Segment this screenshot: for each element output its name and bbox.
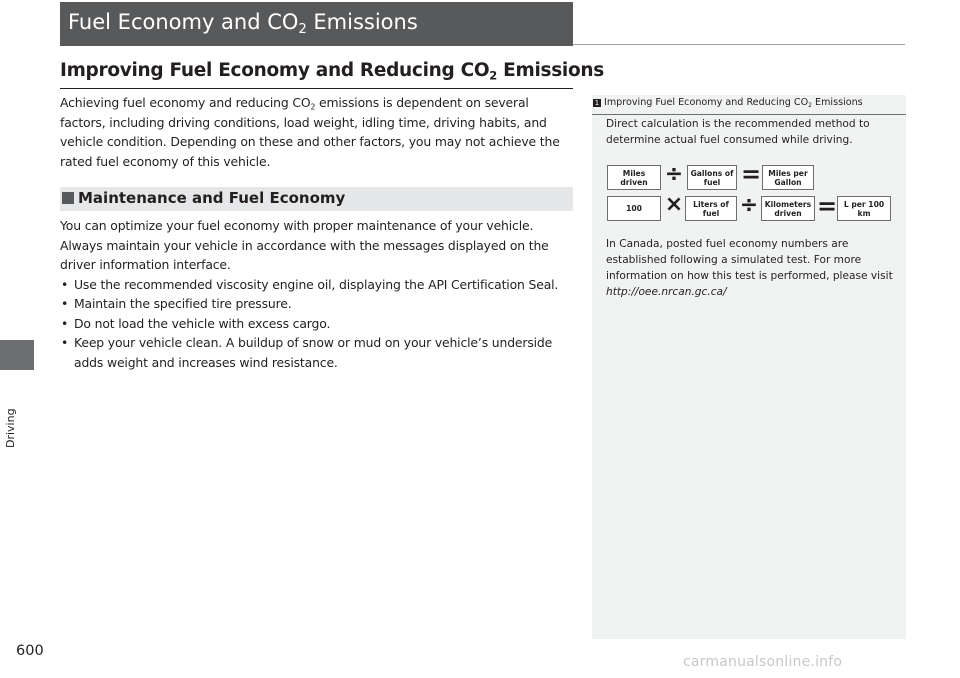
multiply-icon: × [664, 192, 684, 217]
subsection-title: Maintenance and Fuel Economy [78, 189, 346, 207]
side-tab-label: Driving [4, 408, 17, 448]
note-text-direct: Direct calculation is the recommended method to determine actual fuel consumed while driving. [606, 118, 870, 146]
note-reference-icon: 1 [594, 99, 600, 107]
note-text-canada: In Canada, posted fuel economy numbers are established following a simulated test. For more information on how this test is performed, please visit http://oee.nrcan.gc.ca/ [606, 238, 893, 298]
side-tab-marker [0, 340, 34, 370]
divide-icon: ÷ [664, 162, 684, 187]
header-rule [573, 44, 905, 45]
formula-box-liters-of-fuel: Liters of fuel [685, 196, 737, 221]
divide-icon: ÷ [739, 193, 759, 218]
maintenance-paragraph: You can optimize your fuel economy with proper maintenance of your vehicle. Always maintain your vehicle in accordance with the messages displayed on the driver information interface. [60, 218, 549, 272]
watermark: carmanualsonline.info [683, 654, 843, 670]
note-heading: 1 Improving Fuel Economy and Reducing $CO_2$ Emissions [592, 97, 906, 115]
fuel-formula-diagram [604, 157, 894, 227]
section-rule [60, 88, 573, 89]
list-item: • Maintain the specified tire pressure. [60, 294, 573, 314]
header-bar [60, 2, 573, 46]
formula-box-100: 100 [607, 196, 661, 221]
info-link[interactable]: http://oee.nrcan.gc.ca/ [606, 286, 727, 298]
page-number: 600 [16, 643, 44, 659]
section-title: Improving Fuel Economy and Reducing $CO_2$ Emissions [60, 60, 604, 83]
formula-box-gallons-of-fuel: Gallons of fuel [687, 165, 737, 190]
maintenance-content [60, 216, 573, 372]
formula-box-miles-per-gallon: Miles per Gallon [762, 165, 814, 190]
page-title: Fuel Economy and $CO_2$ Emissions [68, 10, 418, 37]
maintenance-list [60, 275, 573, 373]
list-item: • Do not load the vehicle with excess cargo. [60, 314, 573, 334]
equals-icon: = [816, 192, 838, 220]
formula-box-miles-driven: Miles driven [607, 165, 661, 190]
list-item: • Use the recommended viscosity engine oil, displaying the API Certification Seal. [60, 275, 573, 295]
equals-icon: = [740, 160, 762, 188]
intro-paragraph: Achieving fuel economy and reducing $CO_2$ emissions is dependent on several factors, including driving conditions, load weight, idling time, driving habits, and vehicle condition. Depending on these and other factors, you may not achieve the rated fuel economy of this vehicle. [60, 95, 560, 169]
formula-box-kilometers-driven: Kilometers driven [761, 196, 815, 221]
list-item: • Keep your vehicle clean. A buildup of snow or mud on your vehicle’s underside adds weight and increases wind resistance. [60, 333, 573, 372]
formula-box-l-per-100-km: L per 100 km [837, 196, 891, 221]
subsection-heading [60, 187, 573, 211]
square-bullet-icon [62, 192, 74, 204]
